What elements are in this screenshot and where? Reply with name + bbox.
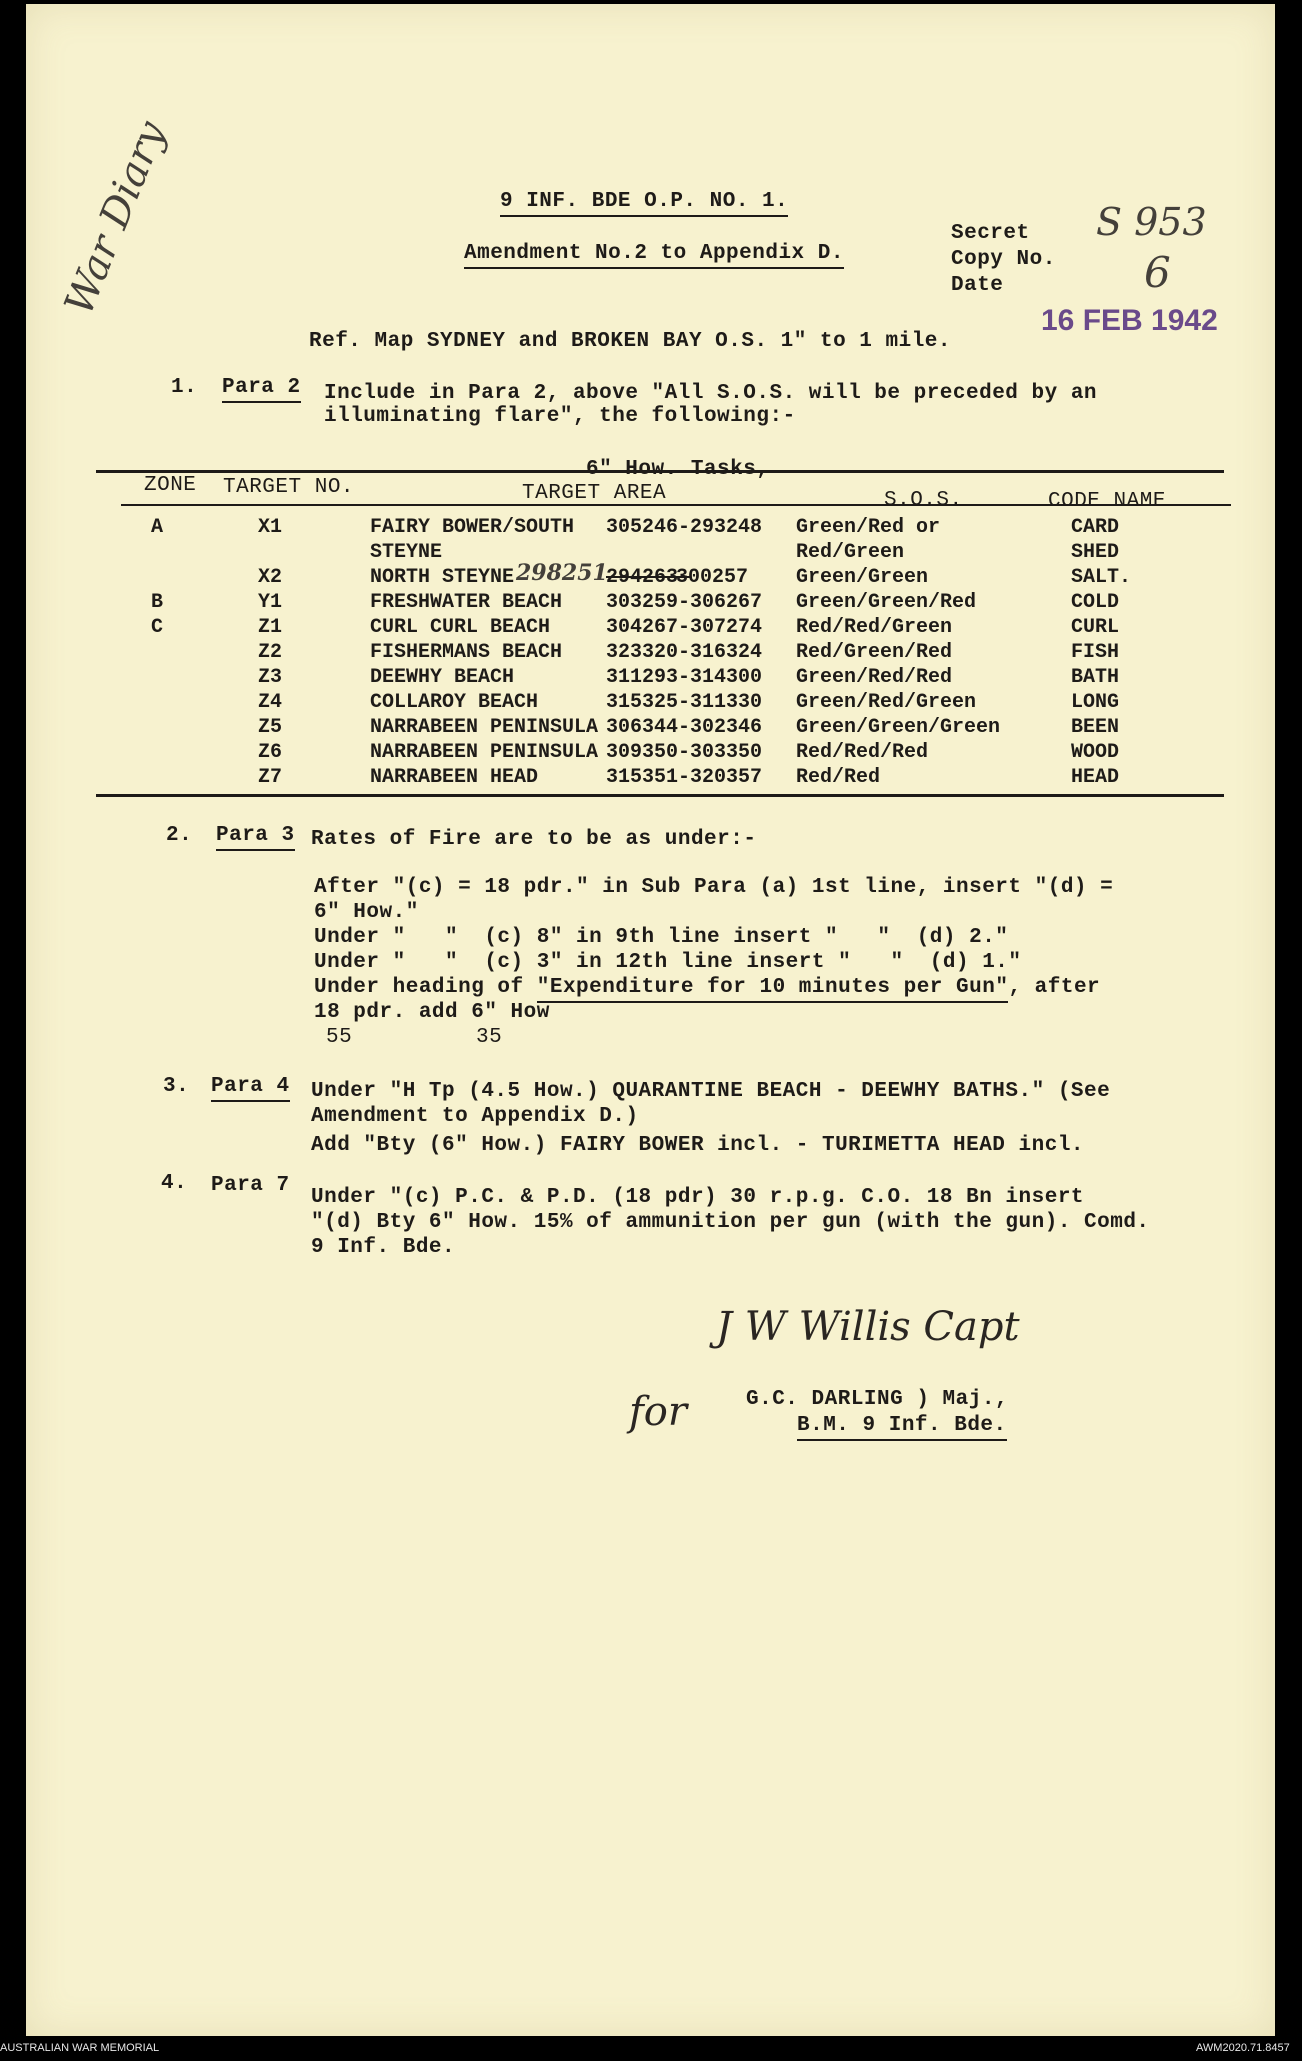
cell-area: NORTH STEYNE	[370, 566, 515, 589]
cell-sos: Red/Red	[796, 766, 881, 789]
cell-area: STEYNE	[370, 541, 443, 564]
table-row	[26, 591, 1275, 617]
para3-line2: Amendment to Appendix D.)	[311, 1105, 639, 1128]
cell-target: Z2	[258, 641, 283, 664]
file-number: S 953	[1096, 200, 1207, 244]
cell-target: Z7	[258, 766, 283, 789]
footer-left: AUSTRALIAN WAR MEMORIAL	[0, 2042, 160, 2054]
para2-line1: After "(c) = 18 pdr." in Sub Para (a) 1st line, insert "(d) =	[314, 876, 1114, 899]
table-row	[26, 666, 1275, 692]
table-row	[26, 766, 1275, 792]
para3-line1: Under "H Tp (4.5 How.) QUARANTINE BEACH - DEEWHY BATHS." (See	[311, 1080, 1111, 1103]
table-caption: 6" How. Tasks,	[586, 458, 770, 481]
table-row	[26, 641, 1275, 667]
cell-target: Z3	[258, 666, 283, 689]
date-label: Date	[951, 274, 1004, 297]
para2-line3: Under " " (c) 8" in 9th line insert " " (d) 2."	[314, 926, 1009, 949]
document-page	[26, 4, 1275, 2036]
cell-sos: Red/Red/Red	[796, 741, 929, 764]
cell-grid: 303259-306267	[606, 591, 763, 614]
x2-handwritten-grid: 298251	[516, 560, 608, 586]
para2-line5-c: , after	[1008, 976, 1101, 999]
para4-number: 4.	[161, 1172, 188, 1195]
cell-target: X2	[258, 566, 283, 589]
table-row	[26, 616, 1275, 642]
header-sos: S.O.S.	[884, 489, 963, 512]
header-target-area: TARGET AREA	[522, 482, 667, 505]
cell-area: NARRABEEN PENINSULA	[370, 741, 599, 764]
date-stamp: 16 FEB 1942	[1041, 304, 1218, 337]
table-row	[26, 560, 1275, 592]
cell-grid: 311293-314300	[606, 666, 763, 689]
cell-code: WOOD	[1071, 741, 1120, 764]
signature-name: G.C. DARLING ) Maj.,	[746, 1388, 1009, 1411]
cell-code: BEEN	[1071, 716, 1120, 739]
cell-code: CURL	[1071, 616, 1120, 639]
cell-sos: Red/Red/Green	[796, 616, 953, 639]
cell-area: COLLAROY BEACH	[370, 691, 539, 714]
cell-sos: Red/Green/Red	[796, 641, 953, 664]
signature-for: for	[629, 1389, 688, 1435]
cell-target: Z6	[258, 741, 283, 764]
para2-line6: 18 pdr. add 6" How	[314, 1001, 550, 1024]
cell-sos: Green/Green	[796, 566, 929, 589]
para2-line5-a: Under heading of	[314, 976, 537, 999]
cell-code: SHED	[1071, 541, 1120, 564]
ref-map: Ref. Map SYDNEY and BROKEN BAY O.S. 1" to 1 mile.	[309, 330, 952, 353]
x2-struck-grid: 294263-	[606, 566, 691, 589]
cell-area: CURL CURL BEACH	[370, 616, 551, 639]
cell-grid: 300257	[676, 566, 749, 589]
signature-handwritten: J W Willis Capt	[716, 1304, 1020, 1350]
table-top-rule	[96, 470, 1224, 473]
cell-code: COLD	[1071, 591, 1120, 614]
para1-label: Para 2	[222, 376, 301, 403]
para1-line1: Include in Para 2, above "All S.O.S. will be preceded by an	[324, 382, 1098, 405]
table-bottom-rule	[96, 794, 1224, 797]
cell-grid: 315351-320357	[606, 766, 763, 789]
para3-label: Para 4	[211, 1075, 290, 1102]
cell-sos: Green/Red/Green	[796, 691, 977, 714]
para4-line3: 9 Inf. Bde.	[311, 1236, 456, 1259]
signature-title: B.M. 9 Inf. Bde.	[797, 1414, 1007, 1441]
cell-code: BATH	[1071, 666, 1120, 689]
footer-right: AWM2020.71.8457	[1196, 2042, 1290, 2054]
table-row	[26, 541, 1275, 567]
para4-label: Para 7	[211, 1174, 290, 1197]
table-row	[26, 716, 1275, 742]
copy-number: 6	[1144, 248, 1171, 297]
cell-target: Z4	[258, 691, 283, 714]
cell-sos: Green/Green/Red	[796, 591, 977, 614]
cell-grid: 304267-307274	[606, 616, 763, 639]
cell-code: FISH	[1071, 641, 1120, 664]
cell-target: Y1	[258, 591, 283, 614]
cell-sos: Green/Red/Red	[796, 666, 953, 689]
para2-number: 2.	[166, 824, 193, 847]
para1-line2: illuminating flare", the following:-	[324, 405, 796, 428]
para4-line2: "(d) Bty 6" How. 15% of ammunition per gun (with the gun). Comd.	[311, 1211, 1150, 1234]
table-header-rule	[121, 504, 1231, 506]
para2-line4: Under " " (c) 3" in 12th line insert " " (d) 1."	[314, 951, 1022, 974]
table-row	[26, 741, 1275, 767]
para2-expenditure-heading: "Expenditure for 10 minutes per Gun"	[537, 976, 1009, 1003]
order-title: 9 INF. BDE O.P. NO. 1.	[500, 190, 788, 217]
para2-value-35: 35	[476, 1026, 503, 1049]
cell-sos: Green/Red or	[796, 516, 941, 539]
table-row	[26, 516, 1275, 542]
copy-no-label: Copy No.	[951, 248, 1056, 271]
table-row	[26, 691, 1275, 717]
cell-code: HEAD	[1071, 766, 1120, 789]
cell-code: CARD	[1071, 516, 1120, 539]
cell-target: X1	[258, 516, 283, 539]
header-zone: ZONE	[144, 474, 197, 497]
cell-area: NARRABEEN PENINSULA	[370, 716, 599, 739]
para2-line2: 6" How."	[314, 901, 419, 924]
para2-label: Para 3	[216, 824, 295, 851]
cell-grid: 306344-302346	[606, 716, 763, 739]
para1-number: 1.	[171, 376, 198, 399]
cell-zone: A	[151, 516, 164, 539]
cell-area: NARRABEEN HEAD	[370, 766, 539, 789]
cell-target: Z5	[258, 716, 283, 739]
secret-label: Secret	[951, 222, 1030, 245]
margin-note: War Diary	[56, 115, 175, 322]
amendment-title: Amendment No.2 to Appendix D.	[464, 242, 844, 269]
cell-grid: 305246-293248	[606, 516, 763, 539]
para4-line1: Under "(c) P.C. & P.D. (18 pdr) 30 r.p.g. C.O. 18 Bn insert	[311, 1186, 1085, 1209]
header-code-name: CODE NAME	[1048, 490, 1166, 513]
cell-grid: 323320-316324	[606, 641, 763, 664]
cell-grid: 309350-303350	[606, 741, 763, 764]
cell-zone: C	[151, 616, 164, 639]
cell-area: FRESHWATER BEACH	[370, 591, 563, 614]
cell-area: FAIRY BOWER/SOUTH	[370, 516, 575, 539]
cell-sos: Green/Green/Green	[796, 716, 1001, 739]
para2-value-55: 55	[326, 1026, 353, 1049]
cell-grid: 315325-311330	[606, 691, 763, 714]
cell-area: FISHERMANS BEACH	[370, 641, 563, 664]
cell-area: DEEWHY BEACH	[370, 666, 515, 689]
para2-line5	[314, 976, 1100, 999]
cell-zone: B	[151, 591, 164, 614]
cell-target: Z1	[258, 616, 283, 639]
cell-code: LONG	[1071, 691, 1120, 714]
cell-code: SALT.	[1071, 566, 1132, 589]
para2-intro: Rates of Fire are to be as under:-	[311, 828, 757, 851]
header-target-no: TARGET NO.	[223, 476, 355, 499]
para3-number: 3.	[163, 1075, 190, 1098]
cell-sos: Red/Green	[796, 541, 905, 564]
para3-line3: Add "Bty (6" How.) FAIRY BOWER incl. - TURIMETTA HEAD incl.	[311, 1134, 1085, 1157]
